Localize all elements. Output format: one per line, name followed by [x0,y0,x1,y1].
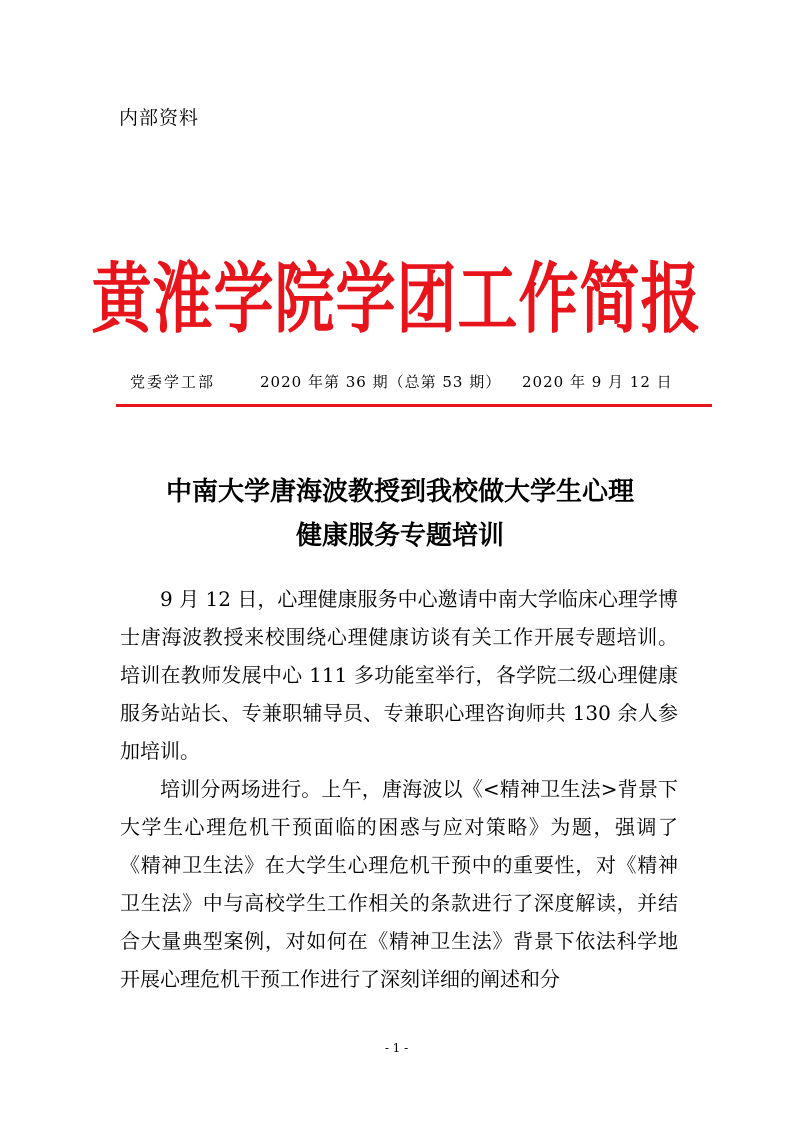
masthead-title: 黄淮学院学团工作简报 [91,255,702,345]
classification-label: 内部资料 [119,107,200,129]
article-body [120,580,678,998]
article-title-line-1: 中南大学唐海波教授到我校做大学生心理 [165,477,634,507]
issue-number: 2020 年第 36 期（总第 53 期） [260,373,502,391]
article-title [100,470,700,558]
red-divider-rule [116,404,712,407]
article-title-line-2: 健康服务专题培训 [295,521,504,551]
body-paragraph: 9 月 12 日，心理健康服务中心邀请中南大学临床心理学博士唐海波教授来校围绕心理健康访谈有关工作开展专题培训。培训在教师发展中心 111 多功能室举行，各学院二级心理健康服务站站长、专兼职辅导员、专兼职心理咨询师共 130 余人参加培训。 [120,587,678,763]
issuing-department: 党委学工部 [130,373,216,391]
page-number: - 1 - [384,1041,409,1055]
issue-info-line [130,371,673,393]
issue-date: 2020 年 9 月 12 日 [522,373,673,391]
body-paragraph: 培训分两场进行。上午，唐海波以《<精神卫生法>背景下大学生心理危机干预面临的困惑与应对策略》为题，强调了《精神卫生法》在大学生心理危机干预中的重要性，对《精神卫生法》中与高校学生工作相关的条款进行了深度解读，并结合大量典型案例，对如何在《精神卫生法》背景下依法科学地开展心理危机干预工作进行了深刻详细的阐述和分 [120,777,678,991]
